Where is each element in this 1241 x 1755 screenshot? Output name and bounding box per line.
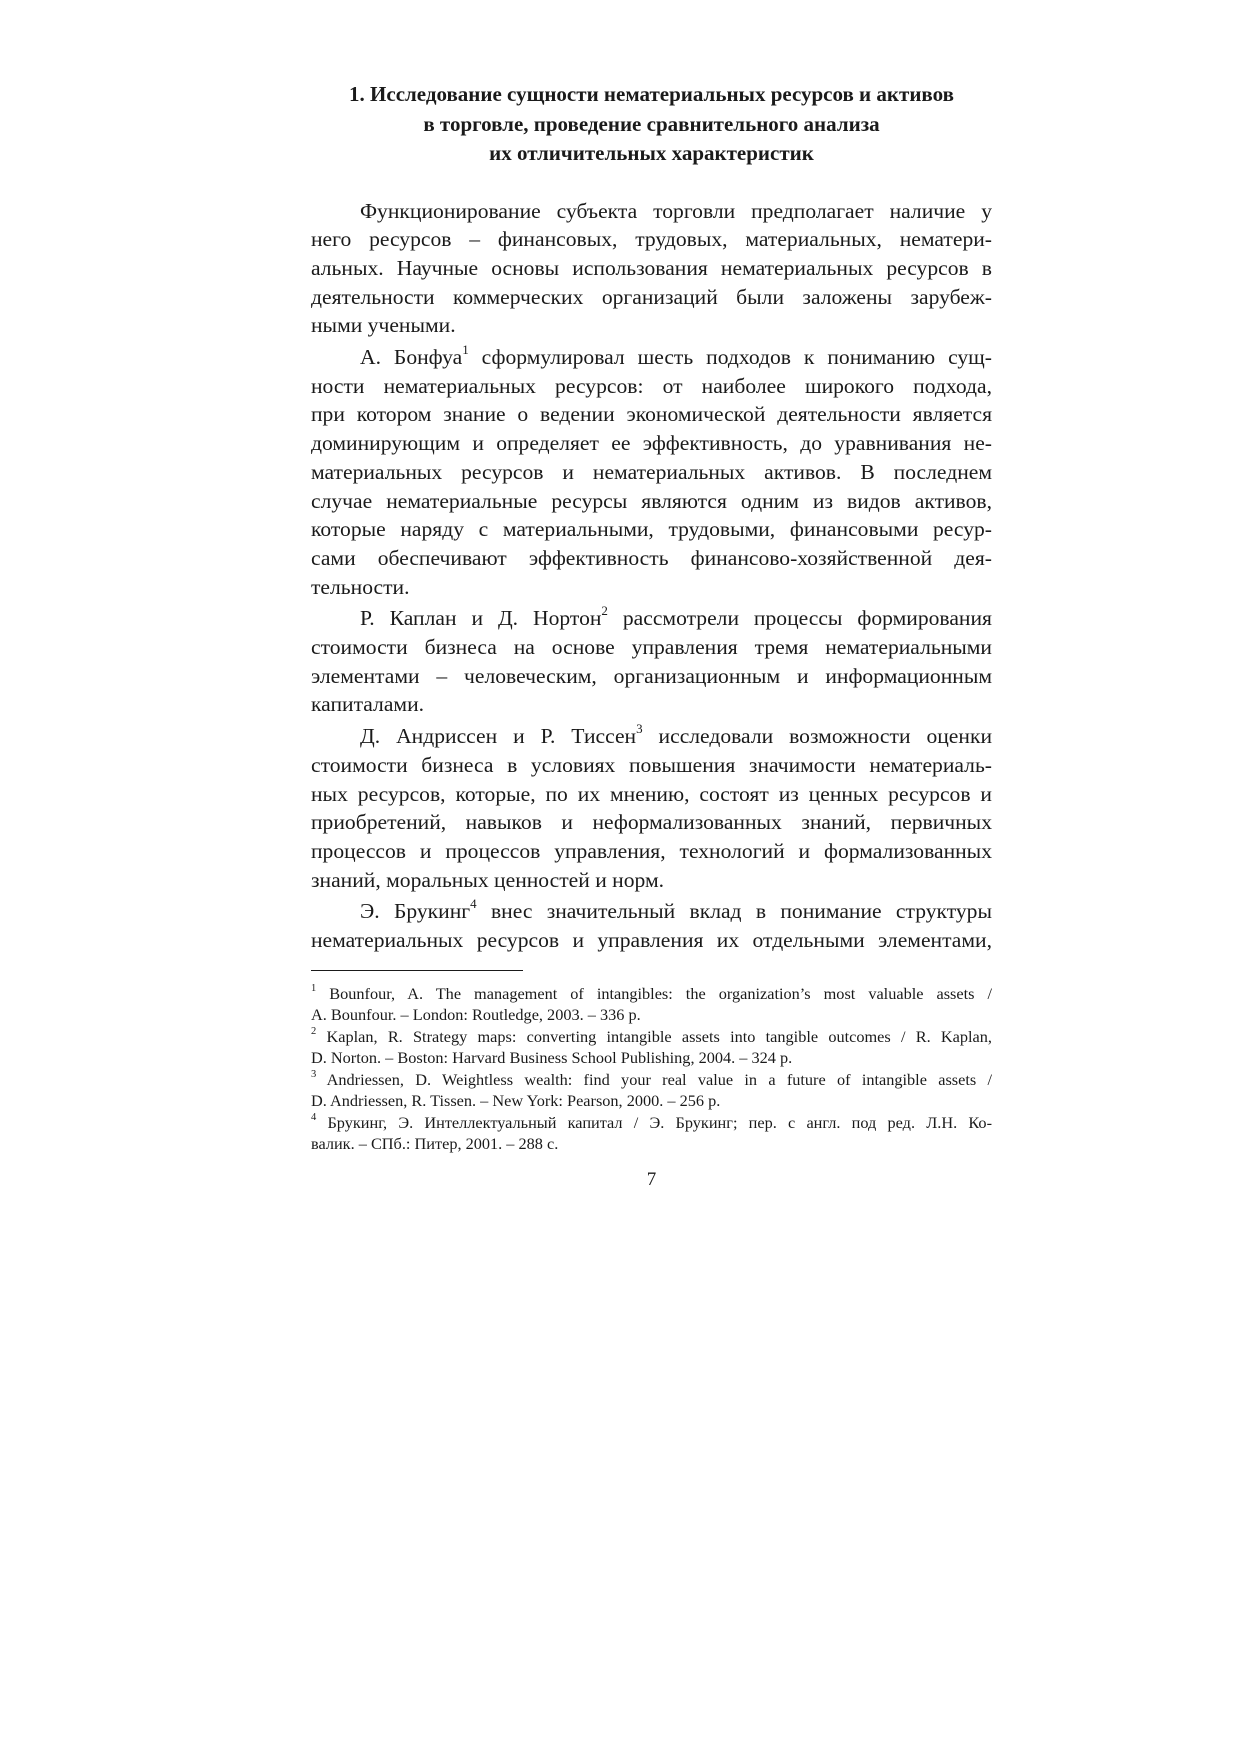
footnote-1 — [311, 983, 992, 1026]
paragraph-line: него ресурсов – финансовых, трудовых, материальных, нематери- — [311, 227, 992, 252]
paragraph-line: стоимости бизнеса на основе управления тремя нематериальными — [311, 635, 992, 660]
paragraph-line: ности нематериальных ресурсов: от наиболее широкого подхода, — [311, 373, 992, 398]
footnote-text: Kaplan, R. Strategy maps: converting intangible assets into tangible outcomes / R. Kaplan, — [316, 1026, 992, 1046]
paragraph-line: ных ресурсов, которые, по их мнению, состоят из ценных ресурсов и — [311, 781, 992, 806]
paragraph-line: альных. Научные основы использования нематериальных ресурсов в — [311, 255, 992, 280]
footnote-number: 3 — [311, 1069, 317, 1081]
footnote-text: Andriessen, D. Weightless wealth: find your real value in a future of intangible assets / — [316, 1069, 992, 1089]
paragraph-2 — [311, 343, 992, 601]
paragraph-line: приобретений, навыков и неформализованных знаний, первичных — [311, 810, 992, 835]
paragraph-line: сами обеспечивают эффективность финансово-хозяйственной дея- — [311, 545, 992, 570]
footnote-text: Брукинг, Э. Интеллектуальный капитал / Э. Брукинг; пер. с англ. под ред. Л.Н. Ко- — [316, 1112, 992, 1132]
paragraph-line: тельности. — [311, 574, 410, 599]
footnote-ref[interactable]: 4 — [470, 896, 477, 912]
paragraph-line: стоимости бизнеса в условиях повышения значимости нематериаль- — [311, 752, 992, 777]
paragraph-line — [311, 604, 992, 633]
footnote-2 — [311, 1026, 992, 1069]
footnote-number: 2 — [311, 1026, 317, 1038]
paragraph-line — [311, 897, 992, 926]
document-page — [311, 80, 992, 1191]
footnote-ref[interactable]: 2 — [601, 603, 608, 619]
author-name: А. Бонфуа — [360, 345, 463, 370]
paragraph-line: случае нематериальные ресурсы являются одним из видов активов, — [311, 488, 992, 513]
body-text — [311, 197, 992, 955]
paragraph-line: капиталами. — [311, 692, 425, 717]
author-name: Д. Андриссен и Р. Тиссен — [360, 724, 637, 749]
paragraph-line: ными учеными. — [311, 313, 456, 338]
paragraph-line — [311, 343, 992, 372]
author-name: Э. Брукинг — [360, 899, 471, 924]
paragraph-4 — [311, 722, 992, 894]
page-number: 7 — [646, 1168, 657, 1190]
footnote-number: 1 — [311, 983, 317, 995]
footnote-line — [311, 1112, 992, 1134]
footnote-line — [311, 1026, 992, 1048]
footnote-line — [311, 1069, 992, 1091]
footnote-text: Bounfour, A. The management of intangibles: the organization’s most valuable assets / — [316, 983, 992, 1003]
paragraph-line-text: рассмотрели процессы формирования — [607, 606, 992, 631]
footnote-3 — [311, 1069, 992, 1112]
paragraph-line-text: сформулировал шесть подходов к пониманию сущ- — [468, 345, 992, 370]
section-heading — [311, 80, 992, 169]
heading-line-2: в торговле, проведение сравнительного анализа — [423, 111, 880, 136]
footnote-number: 4 — [311, 1112, 317, 1124]
footnote-ref[interactable]: 1 — [462, 341, 469, 357]
heading-line-3: их отличительных характеристик — [489, 141, 814, 165]
paragraph-line: доминирующим и определяет ее эффективность, до уравнивания не- — [311, 431, 992, 456]
paragraph-5 — [311, 897, 992, 954]
footnote-divider — [311, 970, 523, 971]
footnote-line: D. Norton. – Boston: Harvard Business School Publishing, 2004. – 324 p. — [311, 1048, 793, 1068]
paragraph-line: знаний, моральных ценностей и норм. — [311, 867, 665, 892]
paragraph-line: материальных ресурсов и нематериальных активов. В последнем — [311, 459, 992, 484]
paragraph-line-text: внес значительный вклад в понимание структуры — [476, 899, 992, 924]
footnotes — [311, 983, 992, 1155]
paragraph-line: процессов и процессов управления, технологий и формализованных — [311, 838, 992, 863]
paragraph-line: при котором знание о ведении экономической деятельности является — [311, 402, 992, 427]
author-name: Р. Каплан и Д. Нортон — [360, 606, 602, 631]
footnote-ref[interactable]: 3 — [636, 720, 643, 736]
footnote-line — [311, 983, 992, 1005]
paragraph-line: которые наряду с материальными, трудовыми, финансовыми ресур- — [311, 517, 992, 542]
paragraph-line-text: исследовали возможности оценки — [642, 724, 992, 749]
footnote-line: D. Andriessen, R. Tissen. – New York: Pearson, 2000. – 256 p. — [311, 1091, 721, 1111]
footnote-4 — [311, 1112, 992, 1155]
paragraph-line: Функционирование субъекта торговли предполагает наличие у — [360, 198, 992, 223]
paragraph-line — [311, 722, 992, 751]
footnote-line: валик. – СПб.: Питер, 2001. – 288 с. — [311, 1134, 559, 1154]
paragraph-line: элементами – человеческим, организационным и информационным — [311, 663, 992, 688]
paragraph-line: деятельности коммерческих организаций были заложены зарубеж- — [311, 284, 992, 309]
paragraph-3 — [311, 604, 992, 719]
paragraph-line: нематериальных ресурсов и управления их отдельными элементами, — [311, 928, 992, 953]
heading-line-1: 1. Исследование сущности нематериальных ресурсов и активов — [349, 82, 954, 106]
footnote-line: A. Bounfour. – London: Routledge, 2003. – 336 p. — [311, 1005, 641, 1025]
paragraph-1 — [311, 197, 992, 341]
